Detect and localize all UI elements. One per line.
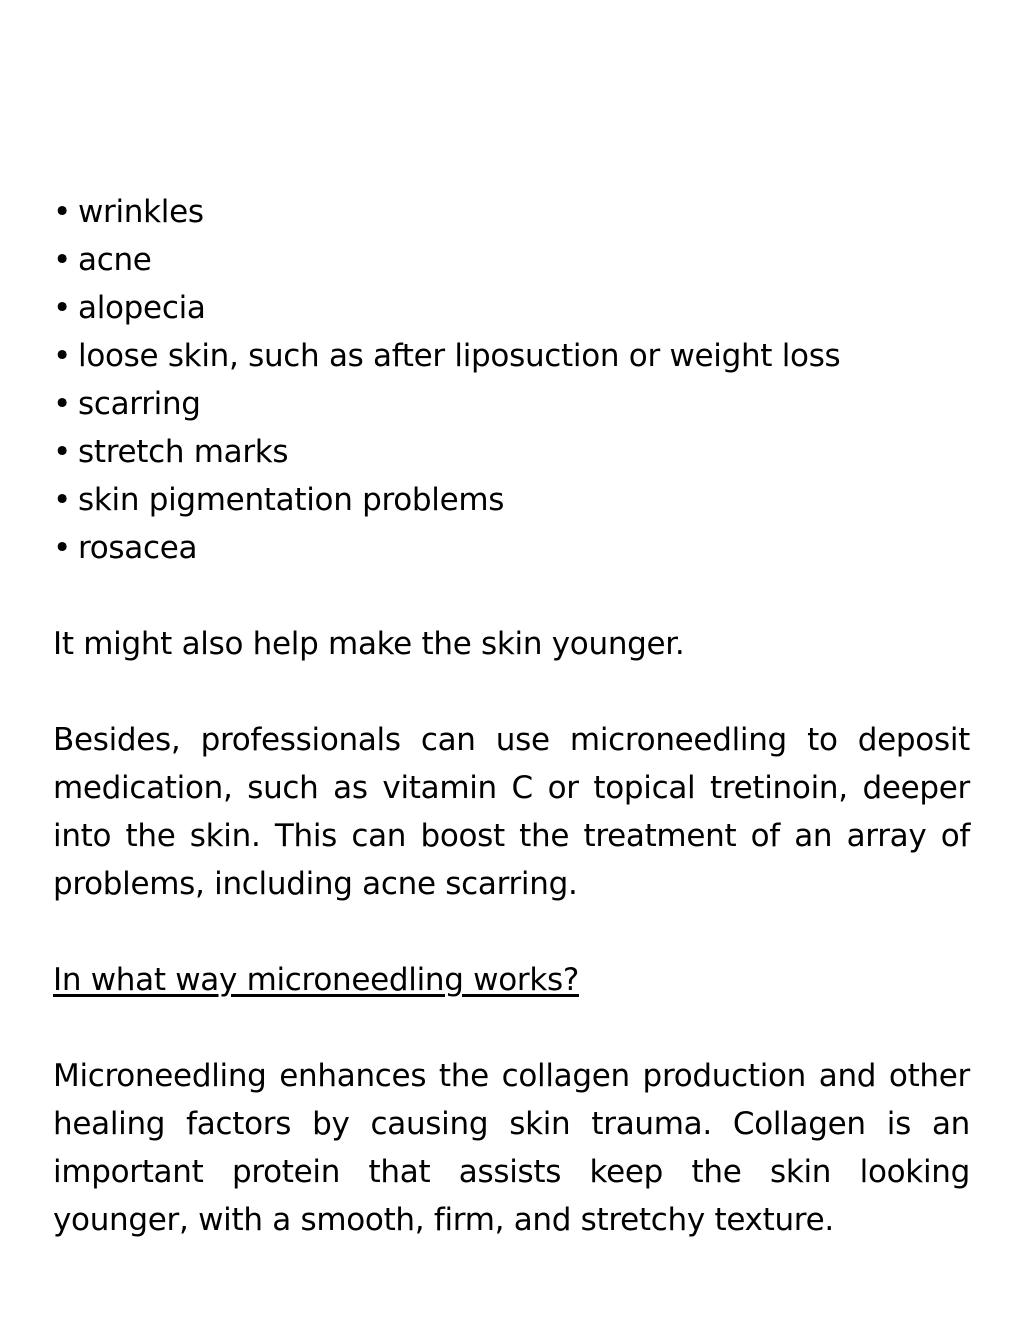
bullet-marker: • [53, 290, 71, 326]
list-item [53, 476, 970, 524]
list-item [53, 524, 970, 572]
list-item-text: scarring [78, 386, 201, 422]
paragraph-medication: Besides, professionals can use microneedling to deposit medication, such as vitamin C or topical tretinoin, deeper into the skin. This can boost the treatment of an array of problems, including acne scarring. [53, 722, 970, 902]
list-item-text: loose skin, such as after liposuction or weight loss [78, 338, 841, 374]
list-item [53, 428, 970, 476]
list-item-text: rosacea [78, 530, 198, 566]
list-item-text: acne [78, 242, 152, 278]
bullet-marker: • [53, 386, 71, 422]
list-item-text: stretch marks [78, 434, 289, 470]
list-item [53, 332, 970, 380]
condition-list [53, 188, 970, 572]
bullet-marker: • [53, 482, 71, 518]
list-item [53, 236, 970, 284]
list-item [53, 380, 970, 428]
bullet-marker: • [53, 434, 71, 470]
paragraph-collagen: Microneedling enhances the collagen production and other healing factors by causing skin trauma. Collagen is an important protein that assists keep the skin looking younger, with a smooth, firm, and stretchy texture. [53, 1058, 970, 1238]
spacer [53, 908, 970, 956]
list-item-text: skin pigmentation problems [78, 482, 505, 518]
list-item [53, 188, 970, 236]
bullet-marker: • [53, 530, 71, 566]
list-item [53, 284, 970, 332]
document-page [53, 188, 970, 1244]
bullet-marker: • [53, 338, 71, 374]
section-heading: In what way microneedling works? [53, 962, 579, 998]
spacer [53, 668, 970, 716]
spacer [53, 572, 970, 620]
bullet-marker: • [53, 242, 71, 278]
spacer [53, 1004, 970, 1052]
bullet-marker: • [53, 194, 71, 230]
list-item-text: wrinkles [78, 194, 204, 230]
paragraph-younger-skin: It might also help make the skin younger. [53, 626, 685, 662]
list-item-text: alopecia [78, 290, 206, 326]
